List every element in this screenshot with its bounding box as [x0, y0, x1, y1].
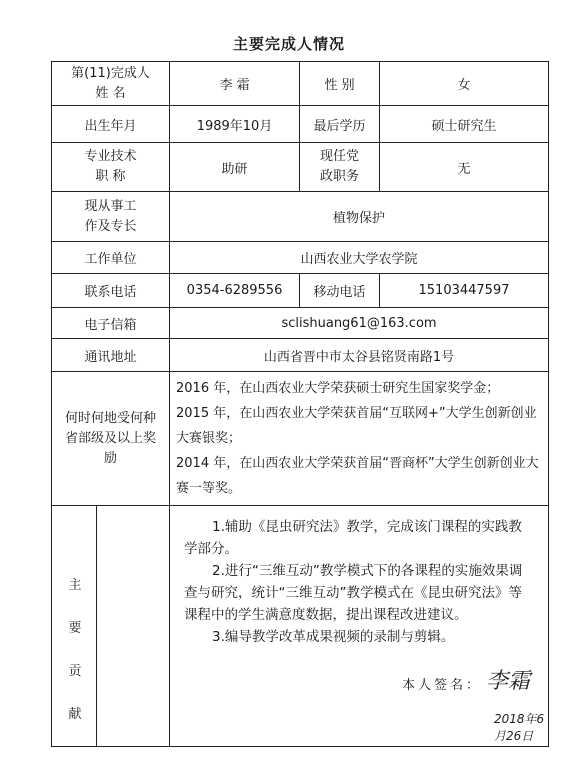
pro-title-label-2: 职 称	[95, 169, 126, 184]
work-label-cell	[52, 192, 170, 242]
contribution-item: 2.进行“三维互动”教学模式下的各课程的实施效果调查与研究，统计“三维互动”教学模式在《昆虫研究法》等课程中的学生满意度数据，提出课程改进建议。	[184, 563, 523, 623]
work-label-2: 作及专长	[84, 218, 137, 234]
row-work	[52, 192, 549, 242]
name-label: 姓 名	[95, 85, 126, 101]
party-post-label-2: 政职务	[320, 169, 360, 184]
mobile-label: 移动电话	[300, 274, 380, 308]
contributor-info-table	[51, 61, 549, 747]
signature-label: 本人签名：	[402, 678, 483, 693]
contribution-label-char: 献	[68, 707, 82, 722]
handwritten-signature: 李霜	[486, 669, 531, 694]
phone-label: 联系电话	[52, 274, 170, 308]
contribution-item: 1.辅助《昆虫研究法》教学，完成该门课程的实践教学部分。	[184, 519, 522, 557]
awards-label-cell	[52, 372, 170, 506]
awards-content	[170, 372, 549, 506]
awards-label-1: 何时何地受何种	[64, 410, 156, 426]
name-label-cell	[52, 62, 170, 106]
unit-label: 工作单位	[52, 242, 170, 274]
row-email	[52, 308, 549, 339]
pro-title-value: 助研	[170, 143, 300, 192]
award-item: 2016 年，在山西农业大学荣获硕士研究生国家奖学金；	[176, 381, 500, 396]
phone-value: 0354-6289556	[170, 274, 300, 308]
party-post-label-1: 现任党	[320, 149, 360, 164]
name-value: 李 霜	[170, 62, 300, 106]
party-post-label-cell	[300, 143, 380, 192]
contribution-item: 3.编导教学改革成果视频的录制与剪辑。	[212, 629, 455, 645]
unit-value: 山西农业大学农学院	[170, 242, 549, 274]
form-title: 主要完成人情况	[232, 35, 345, 53]
award-item: 2014 年，在山西农业大学荣获首届“晋商杯”大学生创新创业大赛一等奖。	[176, 456, 539, 496]
dob-label: 出生年月	[52, 106, 170, 143]
mobile-value: 15103447597	[380, 274, 549, 308]
row-unit	[52, 242, 549, 274]
email-label: 电子信箱	[52, 308, 170, 339]
address-label: 通讯地址	[52, 339, 170, 372]
awards-label-3: 励	[103, 450, 117, 466]
work-value: 植物保护	[170, 192, 549, 242]
row-contribution	[52, 506, 549, 747]
party-post-value: 无	[380, 143, 549, 192]
contribution-content	[170, 506, 549, 747]
address-value: 山西省晋中市太谷县铭贤南路1号	[170, 339, 549, 372]
row-awards	[52, 372, 549, 506]
contribution-label-char: 主	[68, 578, 82, 593]
row-birth	[52, 106, 549, 143]
row-title	[52, 143, 549, 192]
contributor-number-label: 第(11)完成人	[71, 65, 150, 81]
pro-title-label-1: 专业技术	[84, 149, 137, 164]
education-label: 最后学历	[300, 106, 380, 143]
contribution-label-char: 要	[68, 621, 82, 636]
contribution-label-char: 贡	[68, 664, 82, 679]
row-address	[52, 339, 549, 372]
award-item: 2015 年，在山西农业大学荣获首届“互联网+”大学生创新创业大赛银奖；	[176, 406, 537, 446]
contribution-label-cell	[52, 506, 170, 747]
row-phone	[52, 274, 549, 308]
pro-title-label-cell	[52, 143, 170, 192]
gender-label: 性 别	[300, 62, 380, 106]
awards-label-2: 省部级及以上奖	[64, 430, 156, 446]
row-name	[52, 62, 549, 106]
email-value: sclishuang61@163.com	[170, 308, 549, 339]
work-label-1: 现从事工	[84, 198, 137, 214]
gender-value: 女	[380, 62, 549, 106]
signature-date: 2018年6月26日	[494, 712, 545, 743]
education-value: 硕士研究生	[380, 106, 549, 143]
dob-value: 1989年10月	[170, 106, 300, 143]
